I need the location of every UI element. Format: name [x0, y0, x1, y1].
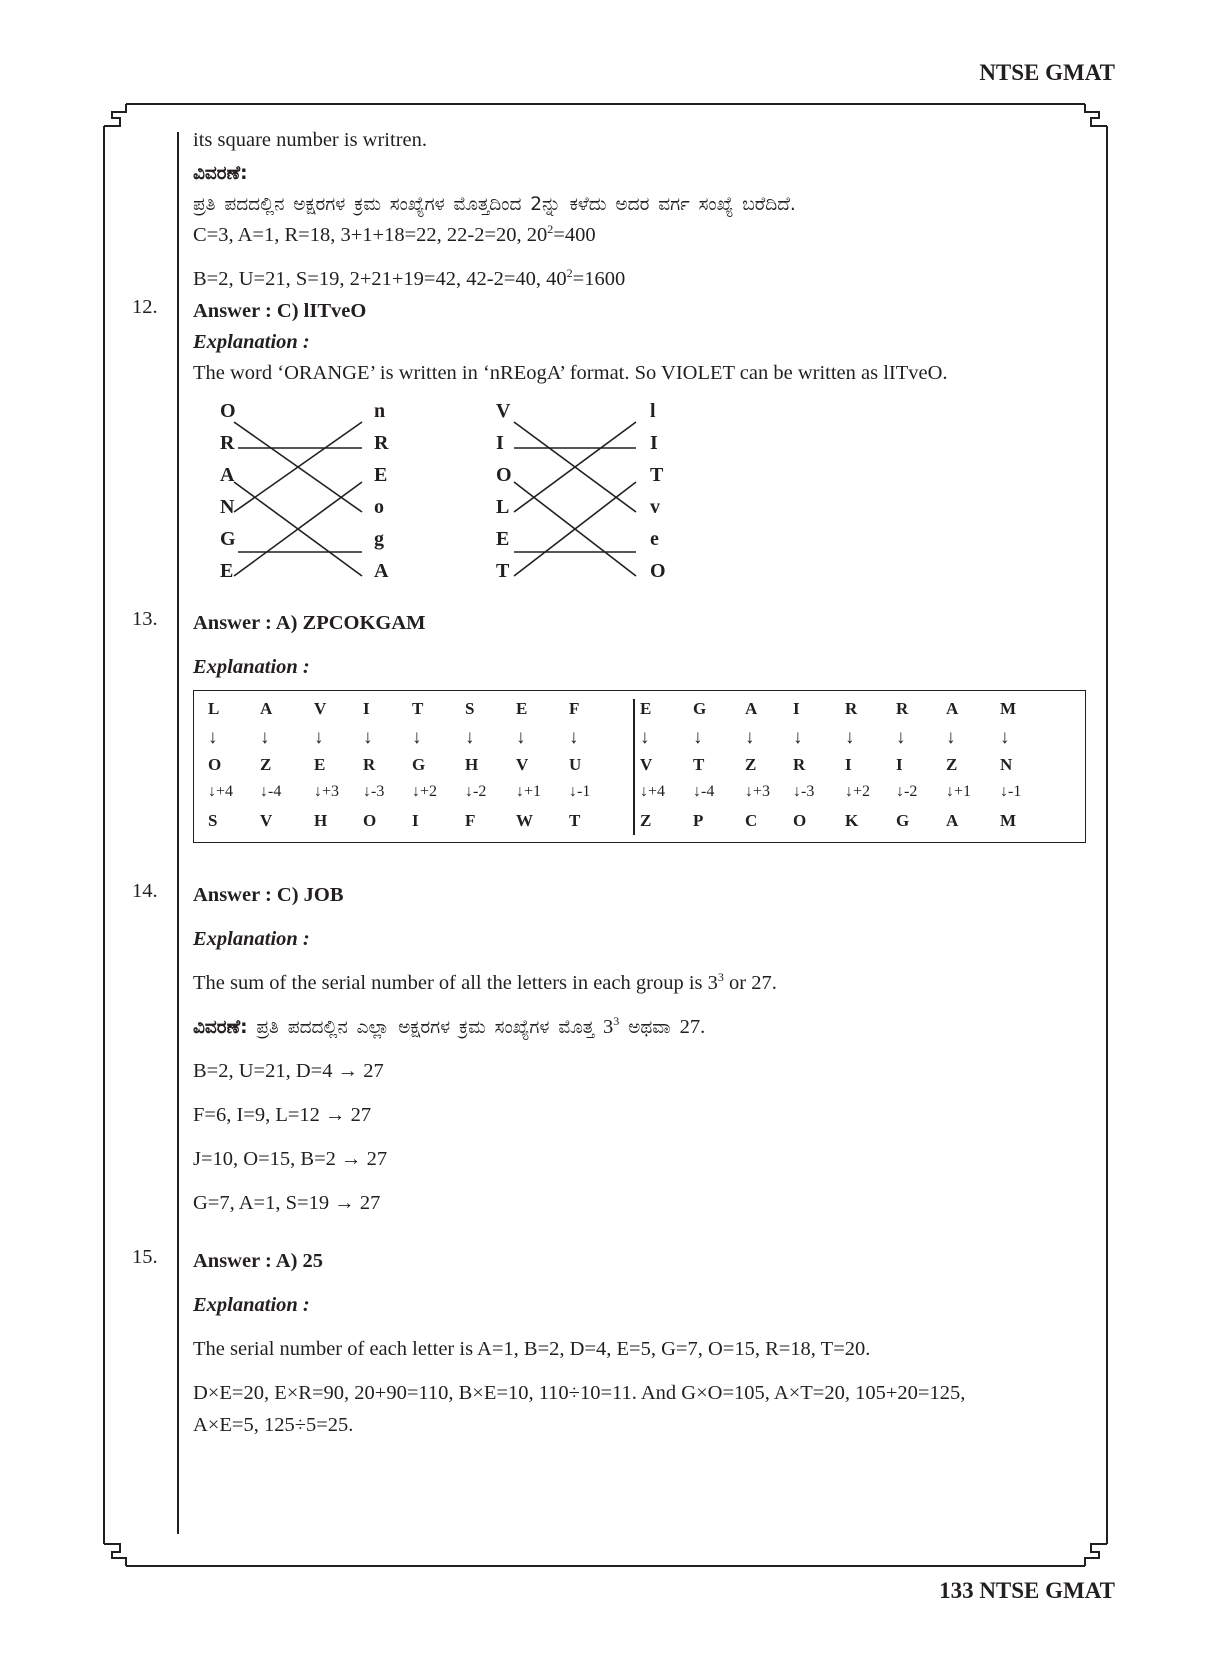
q11-calc2-b: =1600 — [572, 268, 626, 290]
question-number-15: 15. — [132, 1246, 158, 1268]
q15-text1: The serial number of each letter is A=1, B=2, D=4, E=5, G=7, O=15, R=18, T=20. — [193, 1338, 871, 1360]
diag2-left-0: V — [496, 400, 511, 422]
q14-kannada-27: 27. — [679, 1016, 706, 1038]
cipher-row2-cell-12: I — [845, 755, 852, 774]
cipher-shift-row-cell-6: ↓+1 — [516, 783, 542, 800]
violet-mapping-diagram — [490, 400, 690, 590]
cipher-arrow-row-cell-5: ↓ — [465, 727, 475, 748]
cipher-row2-cell-14: Z — [946, 755, 958, 774]
cipher-arrow-row-cell-6: ↓ — [516, 727, 526, 748]
q11-calc1-b: =400 — [553, 224, 596, 246]
q14-line-1: B=2, U=21, D=4 → 27 — [193, 1060, 384, 1082]
diag2-left-2: O — [496, 464, 512, 486]
q12-explanation-label: Explanation : — [193, 331, 310, 353]
cipher-arrow-row-cell-8: ↓ — [640, 727, 650, 748]
diag1-right-5: A — [374, 560, 389, 582]
diag1-left-0: O — [220, 400, 236, 422]
q11-calc1-sup: 2 — [547, 222, 554, 237]
q14-text-b: or 27. — [723, 972, 777, 994]
q13-answer: Answer : A) ZPCOKGAM — [193, 612, 426, 634]
diag1-right-1: R — [374, 432, 389, 454]
q14-line-3: J=10, O=15, B=2 → 27 — [193, 1148, 388, 1170]
diag2-right-2: T — [650, 464, 664, 486]
header-title: NTSE GMAT — [979, 60, 1115, 85]
cipher-row1-cell-0: L — [208, 699, 220, 718]
q14-text-a: The sum of the serial number of all the letters in each group is 3 — [193, 972, 718, 994]
cipher-row2-cell-5: H — [465, 755, 479, 774]
cipher-row3-cell-1: V — [260, 811, 273, 830]
cipher-row2-cell-6: V — [516, 755, 529, 774]
content-divider — [177, 132, 179, 1534]
diag2-left-1: I — [496, 432, 504, 454]
cipher-shift-row-cell-15: ↓-1 — [1000, 783, 1022, 800]
diag2-right-4: e — [650, 528, 659, 550]
cipher-arrow-row-cell-13: ↓ — [896, 727, 906, 748]
cipher-table-divider — [633, 699, 635, 835]
footer-title-text: NTSE GMAT — [979, 1578, 1115, 1603]
diag2-left-3: L — [496, 496, 510, 518]
q11-calc2-sup: 2 — [566, 266, 573, 281]
cipher-row1-cell-3: I — [363, 699, 370, 718]
cipher-arrow-row-cell-14: ↓ — [946, 727, 956, 748]
q14-kannada-num: 3 — [603, 1016, 614, 1038]
q14-text-sup: 3 — [717, 970, 724, 985]
cipher-shift-row-cell-1: ↓-4 — [260, 783, 282, 800]
diag2-right-1: I — [650, 432, 658, 454]
q11-kannada-label: ವಿವರಣೆ: — [193, 163, 248, 184]
cipher-shift-row-cell-2: ↓+3 — [314, 783, 340, 800]
cipher-row3-cell-5: F — [465, 811, 476, 830]
page-number: 133 — [939, 1578, 974, 1603]
cipher-row2-cell-1: Z — [260, 755, 272, 774]
cipher-shift-row-cell-3: ↓-3 — [363, 783, 385, 800]
question-number-12: 12. — [132, 296, 158, 318]
cipher-shift-row-cell-4: ↓+2 — [412, 783, 438, 800]
q11-calc1-a: C=3, A=1, R=18, 3+1+18=22, 22-2=20, 20 — [193, 224, 548, 246]
cipher-row2-cell-2: E — [314, 755, 326, 774]
cipher-row1-cell-6: E — [516, 699, 528, 718]
diag2-right-5: O — [650, 560, 666, 582]
q11-calc2 — [193, 264, 625, 295]
orange-mapping-diagram — [210, 400, 410, 590]
q14-kannada-text-a: ಪ್ರತಿ ಪದದಲ್ಲಿನ ಎಲ್ಲಾ ಅಕ್ಷರಗಳ ಕ್ರಮ ಸಂಖ್ಯೆಗಳ ಮೊತ್ತ — [247, 1017, 604, 1038]
q14-line-2: F=6, I=9, L=12 → 27 — [193, 1104, 372, 1126]
q14-kannada-label: ವಿವರಣೆ: — [193, 1017, 248, 1038]
q12-answer: Answer : C) lITveO — [193, 300, 367, 322]
cipher-arrow-row-cell-15: ↓ — [1000, 727, 1010, 748]
q11-calc2-a: B=2, U=21, S=19, 2+21+19=42, 42-2=40, 40 — [193, 268, 567, 290]
cipher-arrow-row-cell-12: ↓ — [845, 727, 855, 748]
cipher-arrow-row-cell-0: ↓ — [208, 727, 218, 748]
question-number-13: 13. — [132, 608, 158, 630]
cipher-shift-row-cell-9: ↓-4 — [693, 783, 715, 800]
cipher-arrow-row-cell-9: ↓ — [693, 727, 703, 748]
diag2-right-3: v — [650, 496, 660, 518]
q15-text3: A×E=5, 125÷5=25. — [193, 1414, 354, 1436]
cipher-row1-cell-1: A — [260, 699, 273, 718]
cipher-table — [193, 690, 1086, 843]
cipher-arrow-row-cell-4: ↓ — [412, 727, 422, 748]
cipher-row3-cell-11: O — [793, 811, 807, 830]
cipher-row1-cell-2: V — [314, 699, 327, 718]
cipher-shift-row-cell-10: ↓+3 — [745, 783, 771, 800]
cipher-row3-cell-9: P — [693, 811, 704, 830]
cipher-row1-cell-14: A — [946, 699, 959, 718]
cipher-row1-cell-4: T — [412, 699, 424, 718]
cipher-shift-row-cell-14: ↓+1 — [946, 783, 972, 800]
q14-kannada-sup: 3 — [613, 1014, 620, 1029]
diag1-right-0: n — [374, 400, 386, 422]
cipher-row3-cell-3: O — [363, 811, 377, 830]
cipher-row3-cell-4: I — [412, 811, 419, 830]
cipher-row1-cell-12: R — [845, 699, 858, 718]
cipher-row1-cell-5: S — [465, 699, 475, 718]
cipher-shift-row-cell-12: ↓+2 — [845, 783, 871, 800]
diag1-right-4: g — [374, 528, 384, 550]
cipher-row2-cell-11: R — [793, 755, 806, 774]
cipher-row3-cell-7: T — [569, 811, 581, 830]
cipher-row3-cell-13: G — [896, 811, 910, 830]
cipher-row3-cell-0: S — [208, 811, 218, 830]
cipher-shift-row-cell-0: ↓+4 — [208, 783, 234, 800]
diag1-right-2: E — [374, 464, 388, 486]
diag1-right-3: o — [374, 496, 384, 518]
q15-text2: D×E=20, E×R=90, 20+90=110, B×E=10, 110÷10=11. And G×O=105, A×T=20, 105+20=125, — [193, 1382, 966, 1404]
q14-explanation-label: Explanation : — [193, 928, 310, 950]
cipher-arrow-row-cell-7: ↓ — [569, 727, 579, 748]
cipher-row1-cell-11: I — [793, 699, 800, 718]
question-number-14: 14. — [132, 880, 158, 902]
cipher-row1-cell-8: E — [640, 699, 652, 718]
cipher-arrow-row-cell-2: ↓ — [314, 727, 324, 748]
q14-text — [193, 968, 777, 999]
cipher-row2-cell-10: Z — [745, 755, 757, 774]
cipher-row2-cell-3: R — [363, 755, 376, 774]
cipher-row1-cell-15: M — [1000, 699, 1017, 718]
q14-kannada-text-b: ಅಥವಾ — [619, 1017, 680, 1038]
cipher-row3-cell-8: Z — [640, 811, 652, 830]
cipher-row2-cell-15: N — [1000, 755, 1013, 774]
cipher-shift-row-cell-8: ↓+4 — [640, 783, 666, 800]
cipher-row1-cell-10: A — [745, 699, 758, 718]
cipher-row3-cell-15: M — [1000, 811, 1017, 830]
cipher-arrow-row-cell-10: ↓ — [745, 727, 755, 748]
cipher-row2-cell-8: V — [640, 755, 653, 774]
cipher-row2-cell-9: T — [693, 755, 705, 774]
cipher-shift-row-cell-7: ↓-1 — [569, 783, 591, 800]
cipher-arrow-row-cell-1: ↓ — [260, 727, 270, 748]
cipher-arrow-row-cell-3: ↓ — [363, 727, 373, 748]
diag1-left-2: A — [220, 464, 235, 486]
diag1-left-5: E — [220, 560, 234, 582]
cipher-row1-cell-9: G — [693, 699, 707, 718]
q14-kannada-line — [193, 1012, 705, 1043]
footer-title — [939, 1578, 1115, 1604]
cipher-row2-cell-7: U — [569, 755, 582, 774]
cipher-row2-cell-0: O — [208, 755, 222, 774]
cipher-row2-cell-4: G — [412, 755, 426, 774]
cipher-row3-cell-12: K — [845, 811, 859, 830]
cipher-arrow-row-cell-11: ↓ — [793, 727, 803, 748]
cipher-row1-cell-13: R — [896, 699, 909, 718]
q14-line-4: G=7, A=1, S=19 → 27 — [193, 1192, 381, 1214]
diag2-right-0: l — [650, 400, 656, 422]
cipher-shift-row-cell-11: ↓-3 — [793, 783, 815, 800]
cipher-row1-cell-7: F — [569, 699, 580, 718]
cipher-row3-cell-6: W — [516, 811, 533, 830]
diag2-left-4: E — [496, 528, 510, 550]
q13-explanation-label: Explanation : — [193, 656, 310, 678]
q11-calc1 — [193, 220, 596, 251]
q11-kannada-text: ಪ್ರತಿ ಪದದಲ್ಲಿನ ಅಕ್ಷರಗಳ ಕ್ರಮ ಸಂಖ್ಯೆಗಳ ಮೊತ್ತದಿಂದ 2ನ್ನು ಕಳೆದು ಅದರ ವರ್ಗ ಸಂಖ್ಯೆ ಬರೆದಿದೆ. — [193, 194, 796, 215]
q14-answer: Answer : C) JOB — [193, 884, 344, 906]
cipher-row3-cell-14: A — [946, 811, 959, 830]
cipher-shift-row-cell-5: ↓-2 — [465, 783, 487, 800]
q15-explanation-label: Explanation : — [193, 1294, 310, 1316]
cipher-row2-cell-13: I — [896, 755, 903, 774]
q15-answer: Answer : A) 25 — [193, 1250, 324, 1272]
diag2-left-5: T — [496, 560, 510, 582]
diag1-left-3: N — [220, 496, 235, 518]
cipher-shift-row-cell-13: ↓-2 — [896, 783, 918, 800]
diag1-left-4: G — [220, 528, 236, 550]
diag1-left-1: R — [220, 432, 235, 454]
cipher-row3-cell-10: C — [745, 811, 758, 830]
cipher-row3-cell-2: H — [314, 811, 328, 830]
q12-text: The word ‘ORANGE’ is written in ‘nREogA’ format. So VIOLET can be written as lITveO. — [193, 362, 948, 384]
q11-line1: its square number is writren. — [193, 129, 427, 151]
